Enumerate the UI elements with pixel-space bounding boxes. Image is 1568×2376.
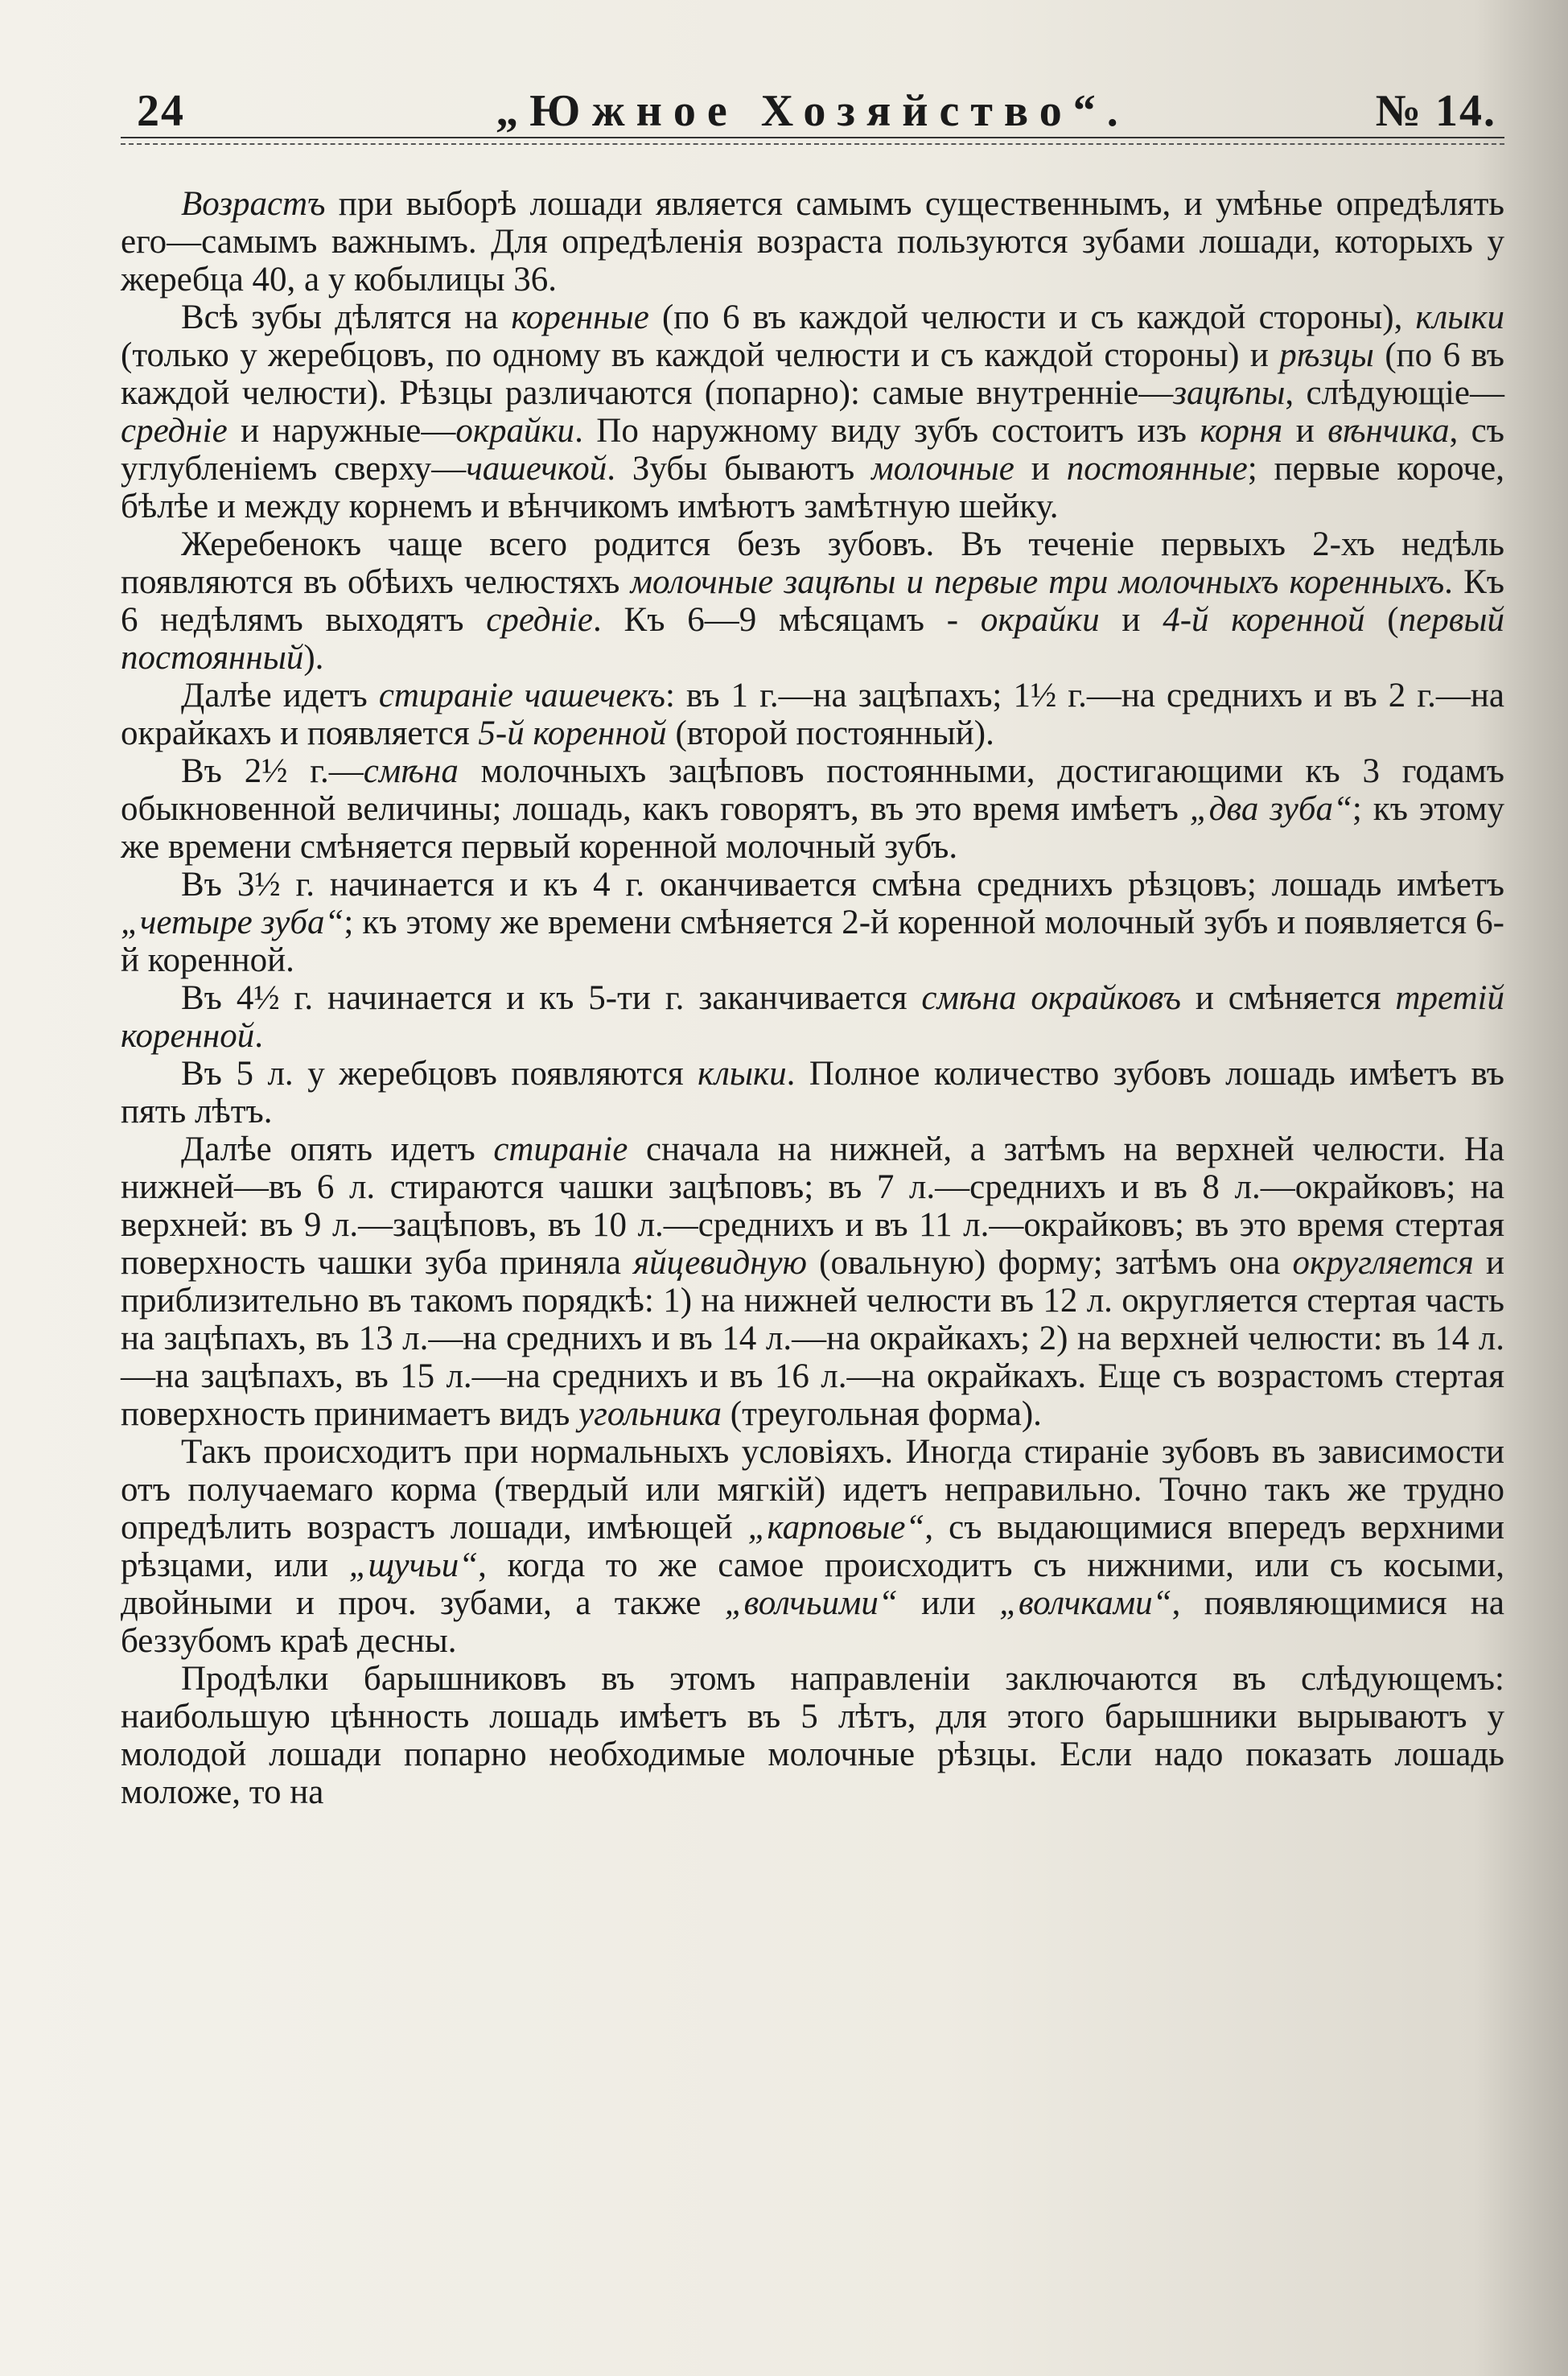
text-run: , слѣдующіе— bbox=[1285, 374, 1504, 412]
text-run: и приблизительно въ такомъ порядкѣ: 1) на нижней челюсти въ 12 л. округляется стертая часть на зацѣпахъ, въ 13 л.—на среднихъ и въ 14 л.—на окрайкахъ; 2) на верхней челюсти: въ 14 л.—на зацѣпахъ, въ 15 л.—на среднихъ и въ 16 л.—на окрайкахъ. Еще съ возрастомъ стертая поверхность принимаетъ видъ bbox=[121, 1244, 1505, 1433]
text-run: (только у жеребцовъ, по одному въ каждой челюсти и съ каждой стороны) и bbox=[121, 336, 1280, 374]
paragraph bbox=[121, 1055, 1504, 1130]
page-number: 24 bbox=[137, 86, 185, 136]
text-run: . Къ 6—9 мѣсяцамъ - bbox=[593, 601, 981, 639]
paragraph bbox=[121, 866, 1504, 979]
text-run: и bbox=[1099, 601, 1163, 639]
text-run: , когда то же самое происходитъ съ нижними, или съ косыми, двойными и проч. зубами, а также bbox=[121, 1546, 1504, 1622]
italic-term: 4-й коренной bbox=[1163, 601, 1365, 639]
text-run: Въ 3½ г. начинается и къ 4 г. оканчивается смѣна среднихъ рѣзцовъ; лошадь имѣетъ bbox=[181, 866, 1504, 904]
text-run: Далѣе идетъ bbox=[181, 677, 379, 714]
italic-term: средніе bbox=[121, 412, 228, 450]
italic-term: „волчьими“ bbox=[724, 1584, 898, 1622]
italic-term: окрайки bbox=[980, 601, 1100, 639]
italic-term: смѣна окрайковъ bbox=[921, 979, 1181, 1017]
text-run: . Къ 6 недѣлямъ выходятъ bbox=[121, 563, 1504, 639]
paragraph bbox=[121, 185, 1504, 299]
text-run: сначала на нижней, а затѣмъ на верхней челюсти. На нижней—въ 6 л. стираются чашки зацѣповъ; въ 7 л.—среднихъ и въ 8 л.—окрайковъ; на верхней: въ 9 л.—зацѣповъ, въ 10 л.—среднихъ и въ 11 л.—окрайковъ; въ это время стертая поверхность чашки зуба приняла bbox=[121, 1130, 1504, 1282]
text-run: и смѣняется bbox=[1180, 979, 1396, 1017]
paragraph bbox=[121, 1660, 1504, 1811]
text-run: или bbox=[897, 1584, 1000, 1622]
text-run: Въ 5 л. у жеребцовъ появляются bbox=[181, 1055, 698, 1093]
italic-term: постоянные bbox=[1066, 450, 1248, 488]
issue-number: № 14. bbox=[1375, 86, 1496, 136]
italic-term: окрайки bbox=[455, 412, 575, 450]
paragraph bbox=[121, 979, 1504, 1055]
text-run: . Зубы бываютъ bbox=[607, 450, 872, 488]
journal-title: „Южное Хозяйство“. bbox=[496, 86, 1130, 136]
italic-term: рѣзцы bbox=[1279, 336, 1374, 374]
italic-term: „карповые“ bbox=[747, 1509, 925, 1546]
paragraph bbox=[121, 1433, 1504, 1660]
italic-term: молочные зацѣпы и первые три молочныхъ коренныхъ bbox=[630, 563, 1445, 601]
text-run: , съ выдающимися впередъ верхними рѣзцами, или bbox=[121, 1509, 1504, 1584]
text-run: ; къ этому же времени смѣняется 2-й коренной молочный зубъ и появляется 6-й коренной. bbox=[121, 904, 1504, 979]
italic-term: стираніе чашечекъ bbox=[378, 677, 665, 714]
text-run: ). bbox=[303, 639, 324, 677]
text-run: . По наружному виду зубъ состоитъ изъ bbox=[574, 412, 1200, 450]
paragraph bbox=[121, 752, 1504, 866]
header-rule-dashed bbox=[121, 143, 1504, 145]
italic-term: зацѣпы bbox=[1173, 374, 1286, 412]
text-run: ; къ этому же времени смѣняется первый коренной молочный зубъ. bbox=[121, 790, 1504, 866]
italic-term: „щучьи“ bbox=[348, 1546, 479, 1584]
italic-term: чашечкой bbox=[466, 450, 607, 488]
text-run: : въ 1 г.—на зацѣпахъ; 1½ г.—на среднихъ и въ 2 г.—на окрайкахъ и появляется bbox=[121, 677, 1505, 752]
text-run: молочныхъ зацѣповъ постоянными, достигающими къ 3 годамъ обыкновенной величины; лошадь, какъ говорятъ, въ это время имѣетъ bbox=[121, 752, 1504, 828]
italic-term: угольника bbox=[578, 1395, 722, 1433]
text-run: , съ углубленіемъ сверху— bbox=[121, 412, 1504, 488]
text-run: (овальную) форму; затѣмъ она bbox=[806, 1244, 1293, 1282]
article-body bbox=[121, 185, 1504, 1811]
italic-term: „два зуба“ bbox=[1189, 790, 1352, 828]
text-run: Далѣе опять идетъ bbox=[181, 1130, 494, 1168]
text-run: Такъ происходитъ при нормальныхъ условіяхъ. Иногда стираніе зубовъ въ зависимости отъ получаемаго корма (твердый или мягкій) идетъ неправильно. Точно такъ же трудно опредѣлить возрастъ лошади, имѣющей bbox=[121, 1433, 1504, 1546]
italic-term: „волчками“ bbox=[999, 1584, 1172, 1622]
header-rule bbox=[121, 137, 1504, 138]
page-header bbox=[121, 80, 1504, 145]
italic-term: смѣна bbox=[363, 752, 459, 790]
italic-term: клыки bbox=[698, 1055, 787, 1093]
text-run: Продѣлки барышниковъ въ этомъ направленіи заключаются въ слѣдующемъ: наибольшую цѣнность лошадь имѣетъ въ 5 лѣтъ, для этого барышники вырываютъ у молодой лошади попарно необходимые молочные рѣзцы. Если надо показать лошадь моложе, то на bbox=[121, 1660, 1504, 1811]
paragraph bbox=[121, 1130, 1504, 1433]
text-run: Жеребенокъ чаще всего родится безъ зубовъ. Въ теченіе первыхъ 2-хъ недѣль появляются въ обѣихъ челюстяхъ bbox=[121, 525, 1504, 601]
text-run: и bbox=[1282, 412, 1328, 450]
italic-term: вѣнчика bbox=[1327, 412, 1450, 450]
text-run: (треугольная форма). bbox=[722, 1395, 1042, 1433]
italic-term: стираніе bbox=[493, 1130, 628, 1168]
text-run: и bbox=[1014, 450, 1067, 488]
italic-term: округляется bbox=[1292, 1244, 1474, 1282]
italic-term: корня bbox=[1200, 412, 1283, 450]
paragraph bbox=[121, 525, 1504, 677]
italic-term: первый постоянный bbox=[121, 601, 1504, 677]
italic-term: яйцевидную bbox=[633, 1244, 807, 1282]
italic-term: 5-й коренной bbox=[478, 714, 667, 752]
text-run: (по 6 въ каждой челюсти и съ каждой стороны), bbox=[648, 299, 1416, 336]
text-run: (второй постоянный). bbox=[666, 714, 994, 752]
text-run: Всѣ зубы дѣлятся на bbox=[181, 299, 512, 336]
text-run: . Полное количество зубовъ лошадь имѣетъ въ пять лѣтъ. bbox=[121, 1055, 1504, 1130]
text-run: , появляющимися на беззубомъ краѣ десны. bbox=[121, 1584, 1505, 1660]
text-run: и наружные— bbox=[227, 412, 456, 450]
text-run: при выборѣ лошади является самымъ существеннымъ, и умѣнье опредѣлять его—самымъ важнымъ. Для опредѣленія возраста пользуются зубами лошади, которыхъ у жеребца 40, а у кобылицы 36. bbox=[121, 185, 1504, 299]
text-run: ; первые короче, бѣлѣе и между корнемъ и вѣнчикомъ имѣютъ замѣтную шейку. bbox=[121, 450, 1504, 525]
italic-term: молочные bbox=[871, 450, 1014, 488]
paragraph bbox=[121, 299, 1504, 525]
text-run: Въ 2½ г.— bbox=[181, 752, 364, 790]
text-run: . bbox=[254, 1017, 263, 1055]
italic-term: Возрастъ bbox=[181, 185, 326, 223]
italic-term: „четыре зуба“ bbox=[121, 904, 344, 941]
text-run: (по 6 въ каждой челюсти). Рѣзцы различаются (попарно): самые внутренніе— bbox=[121, 336, 1504, 412]
paragraph bbox=[121, 677, 1504, 752]
italic-term: клыки bbox=[1415, 299, 1504, 336]
text-run: ( bbox=[1364, 601, 1399, 639]
text-run: Въ 4½ г. начинается и къ 5-ти г. заканчивается bbox=[181, 979, 922, 1017]
italic-term: средніе bbox=[486, 601, 594, 639]
italic-term: третій коренной bbox=[121, 979, 1504, 1055]
italic-term: коренные bbox=[511, 299, 649, 336]
